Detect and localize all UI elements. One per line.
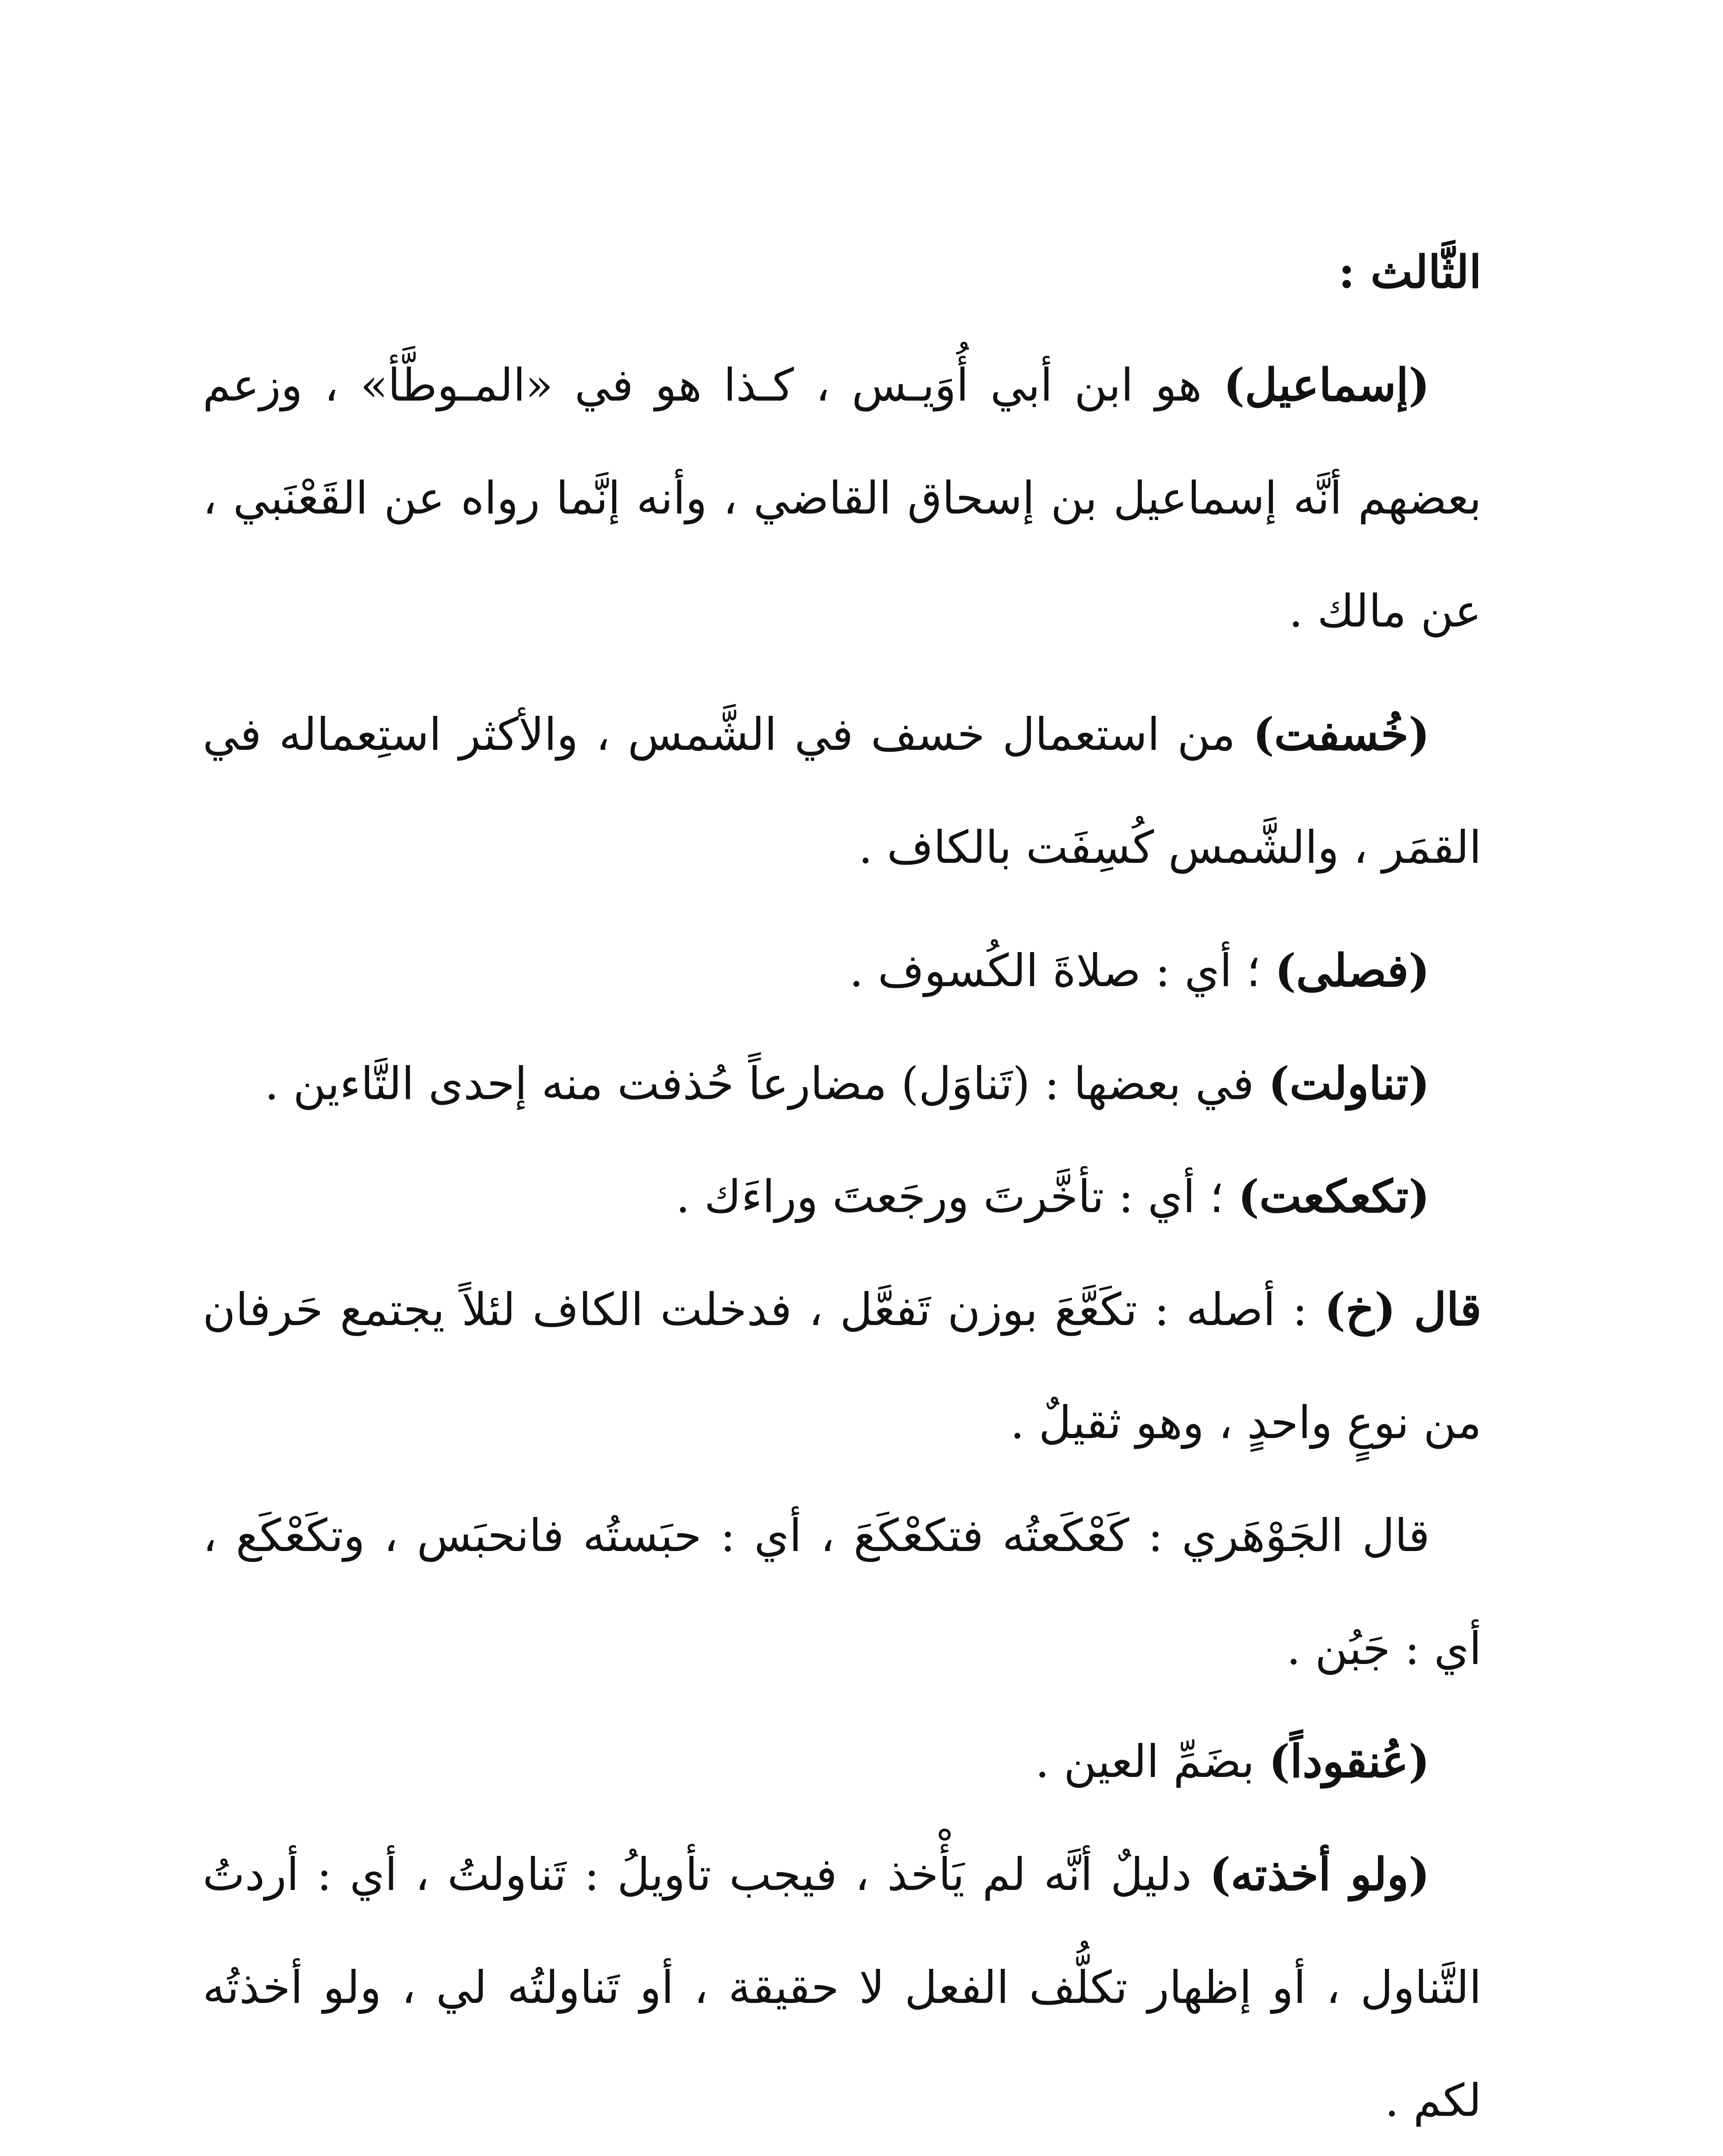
paragraph-term: (إسماعيل) [1223, 358, 1430, 411]
paragraph-text: بضَمِّ العين . [1035, 1735, 1269, 1788]
paragraph [203, 914, 1482, 1027]
paragraph-term: (عُنقوداً) [1269, 1735, 1430, 1788]
paragraph [203, 678, 1482, 904]
paragraph [203, 1479, 1482, 1705]
paragraph [203, 329, 1482, 667]
paragraph-text: هو ابن أبي أُوَيـس ، كـذا هو في «المـوطَّأ» ، وزعم بعضهم أنَّه إسماعيل بن إسحاق القاضي ، وأنه إنَّما رواه عن القَعْنَبي ، عن مالك . [203, 359, 1482, 637]
paragraph [203, 1140, 1482, 1253]
paragraph-text: ؛ أي : صلاةَ الكُسوف . [849, 944, 1275, 997]
paragraph-term: (ولو أخذته) [1209, 1848, 1430, 1901]
paragraph-text: قال الجَوْهَري : كَعْكَعتُه فتكعْكَعَ ، أي : حبَستُه فانحبَس ، وتكَعْكَع ، أي : جَبُن . [203, 1509, 1482, 1675]
paragraph-term: (تناولت) [1268, 1057, 1430, 1110]
paragraph-text: من استعمال خسف في الشَّمس ، والأكثر استِعماله في القمَر ، والشَّمس كُسِفَت بالكاف . [203, 708, 1482, 874]
paragraph-term: (فصلى) [1275, 944, 1430, 997]
paragraph-text: في بعضها : (تَناوَل) مضارعاً حُذفت منه إحدى التَّاءين . [264, 1057, 1269, 1110]
paragraph-text: ؛ أي : تأخَّرتَ ورجَعتَ وراءَك . [676, 1170, 1238, 1223]
paragraph-term: (خُسفت) [1253, 708, 1430, 761]
paragraph [203, 1253, 1482, 1479]
paragraph-text: : أصله : تكَعَّعَ بوزن تَفعَّل ، فدخلت الكاف لئلاً يجتمع حَرفان من نوعٍ واحدٍ ، وهو ثقيلٌ . [203, 1283, 1482, 1449]
paragraph-term: قال (خ) [1324, 1283, 1482, 1336]
paragraph-text: دليلٌ أنَّه لم يَأْخذ ، فيجب تأويلُ : تَناولتُ ، أي : أردتُ التَّناول ، أو إظهار تكلُّف الفعل لا حقيقة ، أو تَناولتُه لي ، ولو أخذتُه لكم . [203, 1848, 1482, 2127]
paragraph-term: (تكعكعت) [1238, 1170, 1430, 1223]
section-heading: الثَّالث : [1338, 245, 1482, 298]
paragraph [203, 1027, 1482, 1140]
page-body [203, 216, 1482, 2156]
paragraph [203, 1818, 1482, 2156]
paragraph [203, 1705, 1482, 1818]
